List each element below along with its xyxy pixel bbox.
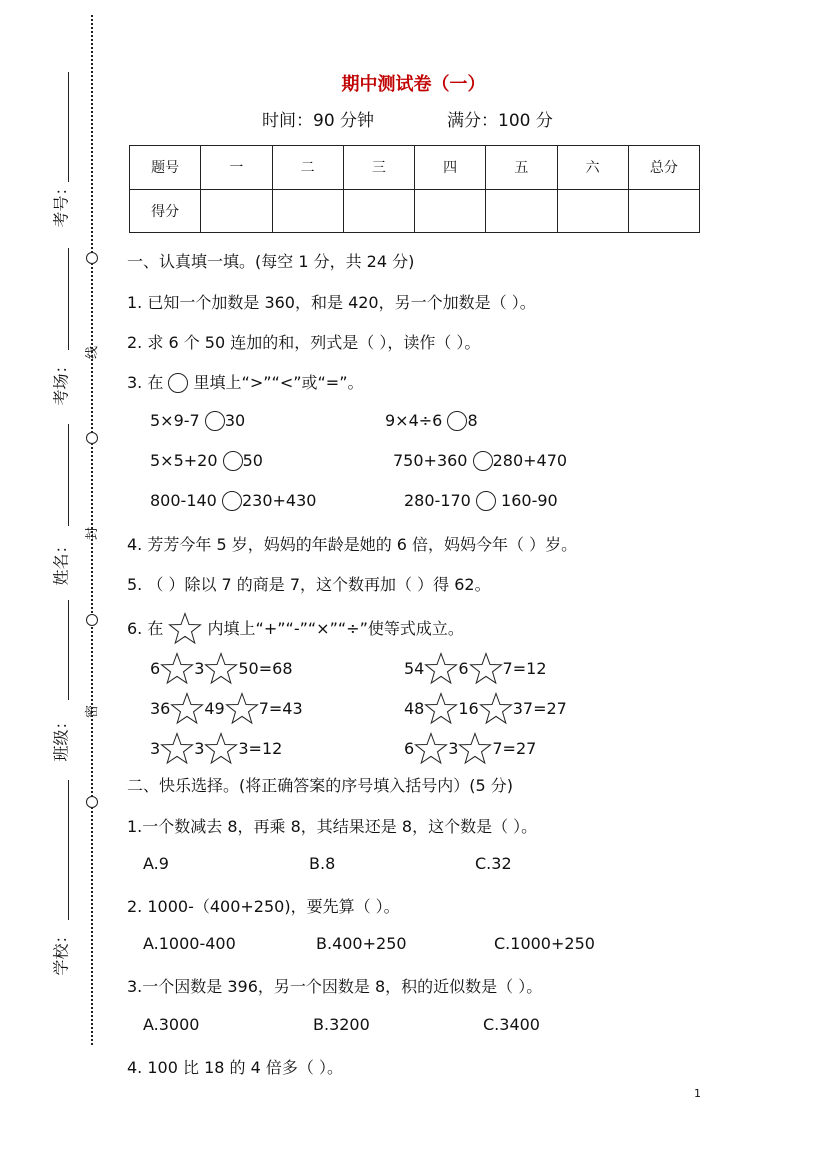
operand: 16 (458, 699, 479, 718)
q3-prefix: 3. 在 (127, 373, 164, 392)
question-4: 4. 芳芳今年 5 岁，妈妈的年龄是她的 6 倍，妈妈今年（ ）岁。 (127, 535, 578, 554)
operator-item (150, 732, 282, 766)
option-b[interactable]: B.400+250 (316, 934, 407, 953)
operand: 3 (150, 739, 161, 758)
name-label: 姓名： (51, 537, 71, 586)
operand: 3 (194, 659, 205, 678)
operator-item (150, 652, 293, 686)
choice-question: 3.一个因数是 396，另一个因数是 8，积的近似数是（ ）。 (127, 977, 543, 996)
answer-star-icon[interactable] (225, 692, 259, 726)
fill-line (68, 600, 69, 700)
operand: 54 (404, 659, 425, 678)
score-table (129, 145, 700, 233)
compare-right: 280+470 (492, 451, 568, 470)
q6-suffix: 内填上“+”“-”“×”“÷”使等式成立。 (207, 619, 464, 638)
binding-hole (86, 432, 98, 444)
answer-star-icon[interactable] (170, 692, 204, 726)
compare-item (150, 411, 245, 431)
answer-star-icon[interactable] (469, 652, 503, 686)
operand: 7=43 (258, 699, 303, 718)
answer-star-icon[interactable] (204, 652, 238, 686)
compare-left: 9×4÷6 (385, 411, 443, 430)
compare-left: 5×9-7 (150, 411, 200, 430)
operator-item (150, 692, 303, 726)
circle-icon (168, 373, 188, 393)
choice-question: 4. 100 比 18 的 4 倍多（ ）。 (127, 1058, 343, 1077)
compare-right: 50 (242, 451, 263, 470)
compare-item (393, 451, 567, 471)
compare-right: 230+430 (241, 491, 317, 510)
binding-hole (86, 796, 98, 808)
operand: 3 (448, 739, 459, 758)
score-cell[interactable] (272, 189, 343, 233)
operand: 3 (194, 739, 205, 758)
answer-star-icon[interactable] (160, 732, 194, 766)
answer-circle-icon[interactable] (223, 451, 243, 471)
score-cell[interactable] (201, 189, 272, 233)
score-cell[interactable] (557, 189, 628, 233)
exam-total-score: 满分：100 分 (447, 111, 553, 131)
exam-number-label: 考号： (51, 179, 71, 228)
answer-star-icon[interactable] (160, 652, 194, 686)
fill-line (68, 780, 69, 920)
operand: 6 (458, 659, 469, 678)
compare-left: 800-140 (150, 491, 217, 510)
fill-line (68, 424, 69, 526)
operand: 3=12 (238, 739, 283, 758)
answer-star-icon[interactable] (414, 732, 448, 766)
table-score-row (130, 189, 700, 233)
operator-item (404, 692, 567, 726)
compare-left: 280-170 (404, 491, 471, 510)
table-cell: 五 (486, 146, 557, 190)
option-a[interactable]: A.1000-400 (143, 934, 236, 953)
binding-hole (86, 614, 98, 626)
option-c[interactable]: C.3400 (483, 1015, 540, 1034)
answer-star-icon[interactable] (479, 692, 513, 726)
option-c[interactable]: C.1000+250 (494, 934, 595, 953)
operand: 49 (204, 699, 225, 718)
answer-circle-icon[interactable] (476, 491, 496, 511)
answer-circle-icon[interactable] (447, 411, 467, 431)
choice-question: 1.一个数减去 8，再乘 8，其结果还是 8，这个数是（ ）。 (127, 817, 538, 836)
option-b[interactable]: B.3200 (313, 1015, 370, 1034)
class-label: 班级： (51, 713, 71, 762)
operand: 50=68 (238, 659, 293, 678)
compare-right: 30 (224, 411, 246, 430)
table-cell: 二 (272, 146, 343, 190)
school-label: 学校： (51, 927, 71, 976)
compare-item (385, 411, 478, 431)
operand: 7=27 (492, 739, 537, 758)
binding-mark-secret: 密 (85, 704, 101, 719)
table-cell: 题号 (130, 146, 201, 190)
compare-item (150, 451, 263, 471)
operand: 6 (150, 659, 161, 678)
compare-left: 5×5+20 (150, 451, 218, 470)
score-cell[interactable] (343, 189, 414, 233)
option-a[interactable]: A.9 (143, 854, 169, 873)
table-cell: 四 (415, 146, 486, 190)
score-cell[interactable] (486, 189, 557, 233)
compare-right: 160-90 (495, 491, 558, 510)
answer-circle-icon[interactable] (473, 451, 493, 471)
operator-item (404, 652, 547, 686)
operand: 6 (404, 739, 415, 758)
compare-right: 8 (467, 411, 478, 430)
binding-mark-seal: 封 (85, 526, 101, 541)
question-1: 1. 已知一个加数是 360，和是 420，另一个加数是（ ）。 (127, 293, 536, 312)
question-2: 2. 求 6 个 50 连加的和，列式是（ ），读作（ ）。 (127, 333, 481, 352)
table-cell: 三 (343, 146, 414, 190)
operand: 7=12 (502, 659, 547, 678)
q3-suffix: 里填上“>”“<”或“=”。 (193, 373, 364, 392)
section1-heading: 一、认真填一填。(每空 1 分，共 24 分) (127, 252, 415, 271)
choice-question: 2. 1000-（400+250)，要先算（ ）。 (127, 897, 400, 916)
option-b[interactable]: B.8 (309, 854, 336, 873)
table-cell: 一 (201, 146, 272, 190)
table-header-row (130, 146, 700, 190)
table-cell: 得分 (130, 189, 201, 233)
q6-prefix: 6. 在 (127, 619, 164, 638)
score-cell[interactable] (415, 189, 486, 233)
question-3 (127, 370, 364, 393)
operand: 36 (150, 699, 171, 718)
operand: 37=27 (512, 699, 567, 718)
exam-time: 时间：90 分钟 (262, 111, 375, 131)
option-c[interactable]: C.32 (475, 854, 512, 873)
answer-star-icon[interactable] (458, 732, 492, 766)
exam-title: 期中测试卷（一） (341, 74, 486, 95)
question-5: 5. （ ）除以 7 的商是 7，这个数再加（ ）得 62。 (127, 575, 491, 594)
answer-star-icon[interactable] (204, 732, 238, 766)
exam-room-label: 考场： (51, 357, 71, 406)
answer-circle-icon[interactable] (205, 411, 225, 431)
operator-item (404, 732, 536, 766)
binding-mark-line: 线 (85, 345, 101, 360)
fill-line (68, 248, 69, 350)
page-number: 1 (694, 1087, 701, 1100)
answer-star-icon[interactable] (424, 692, 458, 726)
compare-item (150, 491, 316, 511)
answer-circle-icon[interactable] (222, 491, 242, 511)
star-icon (168, 612, 202, 646)
score-cell[interactable] (628, 189, 699, 233)
question-6 (127, 612, 464, 646)
answer-star-icon[interactable] (424, 652, 458, 686)
option-a[interactable]: A.3000 (143, 1015, 200, 1034)
binding-hole (86, 252, 98, 264)
section2-heading: 二、快乐选择。(将正确答案的序号填入括号内）(5 分) (127, 776, 513, 795)
compare-item (404, 491, 558, 511)
operand: 48 (404, 699, 425, 718)
table-cell: 六 (557, 146, 628, 190)
compare-left: 750+360 (393, 451, 468, 470)
table-cell: 总分 (628, 146, 699, 190)
